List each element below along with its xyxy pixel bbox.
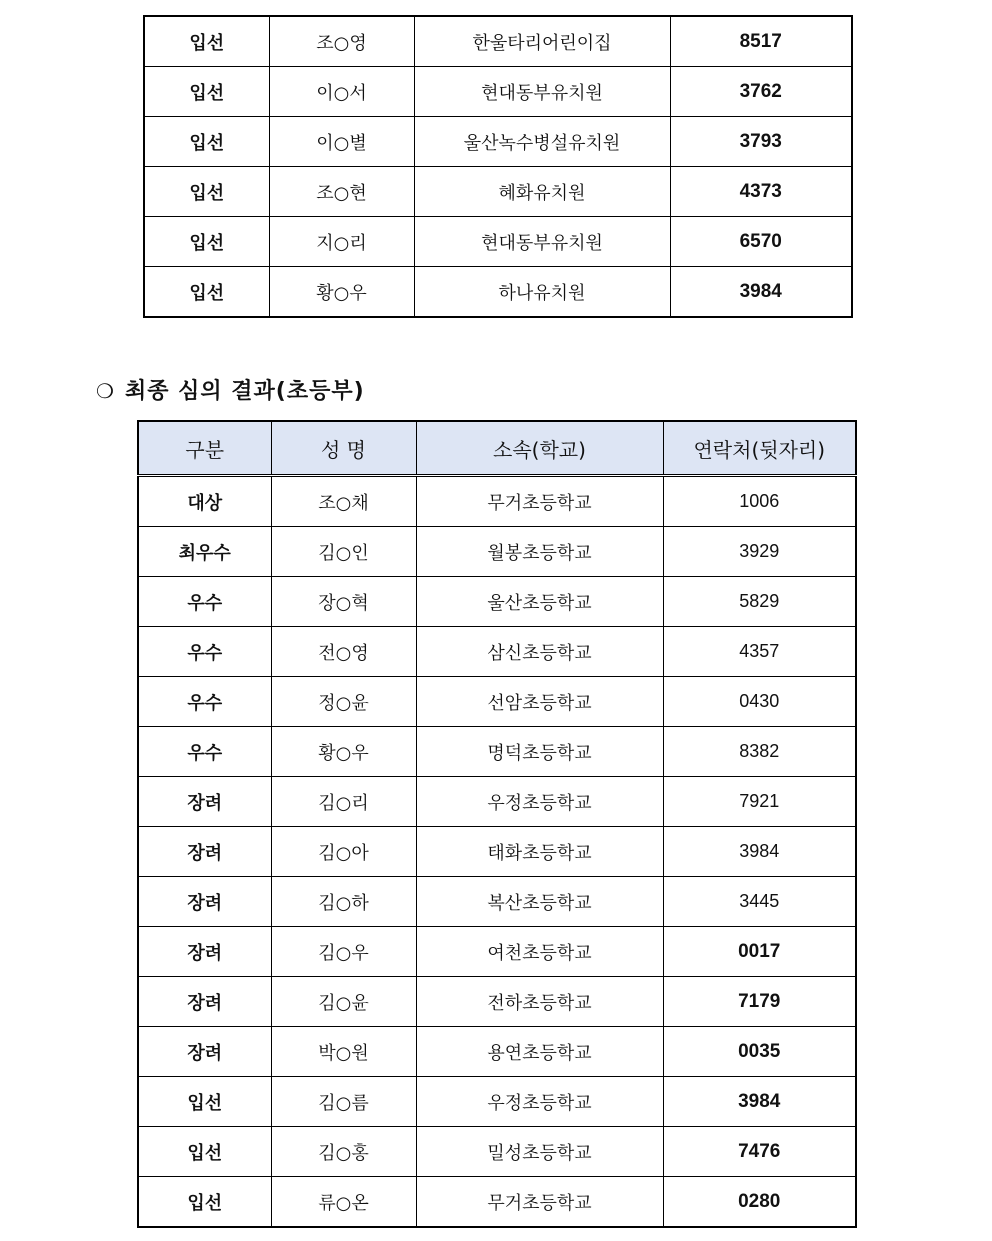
table-row [138, 727, 856, 777]
contact-cell: 4373 [670, 167, 852, 217]
table-row [138, 977, 856, 1027]
name-cell: 김○우 [271, 927, 416, 977]
affiliation-cell: 혜화유치원 [414, 167, 670, 217]
contact-cell: 3984 [663, 827, 856, 877]
contact-cell: 5829 [663, 577, 856, 627]
table-row [138, 677, 856, 727]
grade-cell: 입선 [144, 267, 269, 318]
table-row [144, 167, 852, 217]
kindergarten-results-table [143, 15, 853, 318]
affiliation-cell: 삼신초등학교 [416, 627, 663, 677]
name-cell: 김○름 [271, 1077, 416, 1127]
affiliation-cell: 현대동부유치원 [414, 67, 670, 117]
affiliation-cell: 하나유치원 [414, 267, 670, 318]
section-title: 최종 심의 결과(초등부) [124, 379, 365, 404]
grade-cell: 장려 [138, 827, 271, 877]
name-cell: 조○영 [269, 16, 414, 67]
name-cell: 이○서 [269, 67, 414, 117]
contact-cell: 4357 [663, 627, 856, 677]
table-row [138, 1127, 856, 1177]
table-header-row [138, 421, 856, 476]
name-cell: 황○우 [271, 727, 416, 777]
contact-cell: 3793 [670, 117, 852, 167]
affiliation-cell: 한울타리어린이집 [414, 16, 670, 67]
contact-cell: 8382 [663, 727, 856, 777]
grade-cell: 장려 [138, 977, 271, 1027]
grade-cell: 장려 [138, 777, 271, 827]
contact-cell: 3984 [663, 1077, 856, 1127]
table-row [144, 267, 852, 318]
grade-cell: 우수 [138, 577, 271, 627]
contact-cell: 0280 [663, 1177, 856, 1228]
circle-bullet-icon: ❍ [96, 379, 115, 403]
grade-cell: 장려 [138, 927, 271, 977]
grade-cell: 입선 [144, 67, 269, 117]
affiliation-cell: 현대동부유치원 [414, 217, 670, 267]
table-row [138, 527, 856, 577]
contact-cell: 0017 [663, 927, 856, 977]
affiliation-cell: 우정초등학교 [416, 1077, 663, 1127]
header-affiliation: 소속(학교) [416, 421, 663, 476]
name-cell: 김○아 [271, 827, 416, 877]
affiliation-cell: 월봉초등학교 [416, 527, 663, 577]
affiliation-cell: 전하초등학교 [416, 977, 663, 1027]
name-cell: 김○홍 [271, 1127, 416, 1177]
table-row [144, 217, 852, 267]
name-cell: 지○리 [269, 217, 414, 267]
name-cell: 황○우 [269, 267, 414, 318]
affiliation-cell: 울산녹수병설유치원 [414, 117, 670, 167]
table-row [138, 627, 856, 677]
grade-cell: 최우수 [138, 527, 271, 577]
name-cell: 김○리 [271, 777, 416, 827]
header-contact: 연락처(뒷자리) [663, 421, 856, 476]
contact-cell: 1006 [663, 476, 856, 527]
contact-cell: 3984 [670, 267, 852, 318]
contact-cell: 7921 [663, 777, 856, 827]
name-cell: 조○현 [269, 167, 414, 217]
affiliation-cell: 울산초등학교 [416, 577, 663, 627]
grade-cell: 입선 [138, 1077, 271, 1127]
section-heading [96, 374, 365, 405]
grade-cell: 장려 [138, 877, 271, 927]
name-cell: 김○인 [271, 527, 416, 577]
name-cell: 조○채 [271, 476, 416, 527]
name-cell: 정○윤 [271, 677, 416, 727]
grade-cell: 입선 [144, 167, 269, 217]
table-row [138, 877, 856, 927]
name-cell: 김○하 [271, 877, 416, 927]
grade-cell: 우수 [138, 727, 271, 777]
affiliation-cell: 복산초등학교 [416, 877, 663, 927]
grade-cell: 입선 [138, 1177, 271, 1228]
table-row [138, 476, 856, 527]
header-grade: 구분 [138, 421, 271, 476]
affiliation-cell: 무거초등학교 [416, 1177, 663, 1228]
affiliation-cell: 선암초등학교 [416, 677, 663, 727]
contact-cell: 0430 [663, 677, 856, 727]
contact-cell: 3445 [663, 877, 856, 927]
table-row [138, 577, 856, 627]
contact-cell: 0035 [663, 1027, 856, 1077]
table-row [138, 927, 856, 977]
affiliation-cell: 용연초등학교 [416, 1027, 663, 1077]
name-cell: 장○혁 [271, 577, 416, 627]
name-cell: 이○별 [269, 117, 414, 167]
contact-cell: 3762 [670, 67, 852, 117]
contact-cell: 3929 [663, 527, 856, 577]
affiliation-cell: 여천초등학교 [416, 927, 663, 977]
elementary-results-table [137, 420, 857, 1228]
table-row [138, 827, 856, 877]
grade-cell: 우수 [138, 677, 271, 727]
header-name: 성 명 [271, 421, 416, 476]
name-cell: 류○온 [271, 1177, 416, 1228]
grade-cell: 입선 [144, 16, 269, 67]
table-row [144, 67, 852, 117]
name-cell: 박○원 [271, 1027, 416, 1077]
affiliation-cell: 우정초등학교 [416, 777, 663, 827]
table-row [138, 1177, 856, 1228]
contact-cell: 8517 [670, 16, 852, 67]
grade-cell: 입선 [144, 217, 269, 267]
contact-cell: 7179 [663, 977, 856, 1027]
name-cell: 전○영 [271, 627, 416, 677]
grade-cell: 우수 [138, 627, 271, 677]
table-row [144, 16, 852, 67]
contact-cell: 6570 [670, 217, 852, 267]
table-row [138, 1027, 856, 1077]
table-row [138, 1077, 856, 1127]
table-row [138, 777, 856, 827]
contact-cell: 7476 [663, 1127, 856, 1177]
name-cell: 김○윤 [271, 977, 416, 1027]
affiliation-cell: 명덕초등학교 [416, 727, 663, 777]
grade-cell: 장려 [138, 1027, 271, 1077]
table-row [144, 117, 852, 167]
grade-cell: 입선 [138, 1127, 271, 1177]
affiliation-cell: 태화초등학교 [416, 827, 663, 877]
grade-cell: 입선 [144, 117, 269, 167]
affiliation-cell: 무거초등학교 [416, 476, 663, 527]
affiliation-cell: 밀성초등학교 [416, 1127, 663, 1177]
grade-cell: 대상 [138, 476, 271, 527]
